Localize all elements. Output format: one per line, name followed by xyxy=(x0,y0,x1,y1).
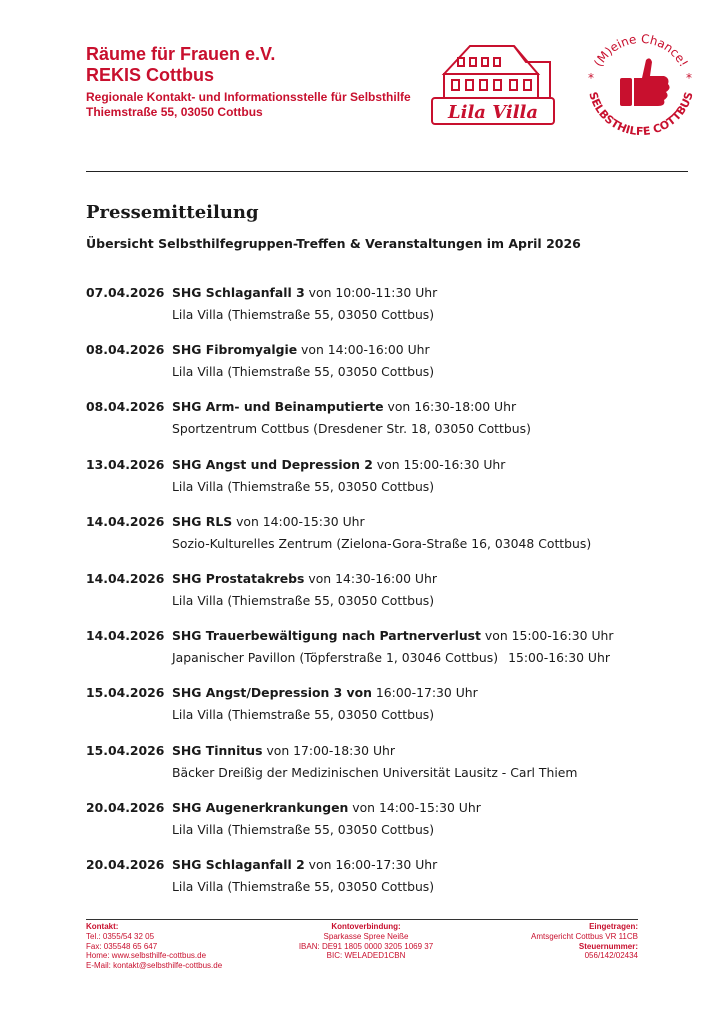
event-time: von 14:00-16:00 Uhr xyxy=(297,342,430,358)
org-name: Räume für Frauen e.V. xyxy=(86,44,276,64)
org-subname: REKIS Cottbus xyxy=(86,65,214,85)
event-item xyxy=(86,625,686,682)
document-subtitle: Übersicht Selbsthilfegruppen-Treffen & Veranstaltungen im April 2026 xyxy=(86,236,581,251)
event-name: SHG Angst/Depression 3 von xyxy=(172,685,372,701)
event-date: 14.04.2026 xyxy=(86,628,165,644)
event-name: SHG Angst und Depression 2 xyxy=(172,456,373,472)
event-name: SHG Augenerkrankungen xyxy=(172,799,349,815)
event-item xyxy=(86,797,686,854)
event-date: 13.04.2026 xyxy=(86,456,165,472)
document-title: Pressemitteilung xyxy=(86,202,259,223)
event-date: 15.04.2026 xyxy=(86,742,165,758)
event-time: von 15:00-16:30 Uhr xyxy=(480,628,614,644)
svg-text:*: * xyxy=(588,71,594,85)
footer-tax-heading: Steuernummer: xyxy=(578,941,638,951)
event-time: von 14:00-15:30 Uhr xyxy=(348,799,481,815)
event-time: von 17:00-18:30 Uhr xyxy=(262,742,395,758)
footer-email[interactable]: E-Mail: kontakt@selbsthilfe-cottbus.de xyxy=(86,961,223,971)
svg-text:*: * xyxy=(686,71,692,85)
footer-divider xyxy=(86,919,638,920)
event-time: von 15:00-16:30 Uhr xyxy=(372,456,506,472)
badge-top-text: (M)eine Chance! xyxy=(591,31,691,70)
footer-iban: IBAN: DE91 1805 0000 3205 1069 37 xyxy=(298,941,434,951)
footer-contact-heading: Kontakt: xyxy=(86,922,119,931)
badge-bottom-text: SELBSTHILFE COTTBUS xyxy=(586,90,696,139)
footer-registration xyxy=(531,922,638,961)
event-time: 16:00-17:30 Uhr xyxy=(371,685,478,701)
organisation-header xyxy=(86,44,411,119)
footer-contact xyxy=(86,922,222,971)
selbsthilfe-badge-logo xyxy=(576,22,706,152)
event-item xyxy=(86,282,686,339)
event-extra-time: 15:00-16:30 Uhr xyxy=(508,650,610,666)
footer-registration-heading: Eingetragen: xyxy=(589,922,638,931)
footer-bank-heading: Kontoverbindung: xyxy=(331,922,401,931)
event-location: Bäcker Dreißig der Medizinischen Universität Lausitz - Carl Thiem xyxy=(172,764,578,780)
footer-phone: Tel.: 0355/54 32 05 xyxy=(86,931,155,941)
footer-homepage[interactable]: Home: www.selbsthilfe-cottbus.de xyxy=(86,951,207,961)
event-date: 08.04.2026 xyxy=(86,399,165,415)
event-location: Sportzentrum Cottbus (Dresdener Str. 18, 03050 Cottbus) xyxy=(172,421,531,437)
event-item xyxy=(86,854,686,911)
event-item xyxy=(86,396,686,453)
event-date: 14.04.2026 xyxy=(86,570,165,586)
footer-bank-name: Sparkasse Spree Neiße xyxy=(323,931,409,941)
event-item xyxy=(86,339,686,396)
svg-text:(M)eine Chance! xyxy=(591,32,691,69)
footer-bic: BIC: WELADED1CBN xyxy=(326,951,406,961)
event-list xyxy=(86,282,686,911)
event-name: SHG Tinnitus xyxy=(172,742,263,758)
org-description: Regionale Kontakt- und Informationsstelle für Selbsthilfe xyxy=(86,90,411,104)
event-location: Lila Villa (Thiemstraße 55, 03050 Cottbus) xyxy=(172,707,435,723)
event-location: Lila Villa (Thiemstraße 55, 03050 Cottbus) xyxy=(172,878,435,894)
event-date: 15.04.2026 xyxy=(86,685,165,701)
event-time: von 14:00-15:30 Uhr xyxy=(232,513,365,529)
event-item xyxy=(86,568,686,625)
event-date: 07.04.2026 xyxy=(86,285,165,300)
event-date: 14.04.2026 xyxy=(86,513,165,529)
lila-villa-logo-text: Lila Villa xyxy=(447,102,539,123)
footer-tax-number: 056/142/02434 xyxy=(584,951,638,961)
event-time: von 16:00-17:30 Uhr xyxy=(304,856,438,872)
event-name: SHG Schlaganfall 2 xyxy=(172,856,305,872)
event-date: 20.04.2026 xyxy=(86,799,165,815)
event-time: von 14:30-16:00 Uhr xyxy=(304,570,437,586)
org-address: Thiemstraße 55, 03050 Cottbus xyxy=(86,105,263,119)
event-location: Lila Villa (Thiemstraße 55, 03050 Cottbus) xyxy=(172,364,435,380)
event-name: SHG Schlaganfall 3 xyxy=(172,285,305,300)
event-name: SHG Trauerbewältigung nach Partnerverlust xyxy=(172,628,481,644)
event-location: Sozio-Kulturelles Zentrum (Zielona-Gora-Straße 16, 03048 Cottbus) xyxy=(172,535,592,551)
header-divider xyxy=(86,171,688,172)
event-location: Lila Villa (Thiemstraße 55, 03050 Cottbus) xyxy=(172,478,435,494)
event-location: Lila Villa (Thiemstraße 55, 03050 Cottbus) xyxy=(172,821,435,837)
event-location: Japanischer Pavillon (Töpferstraße 1, 03046 Cottbus) xyxy=(172,650,499,666)
event-name: SHG Prostatakrebs xyxy=(172,570,305,586)
thumbs-up-icon xyxy=(620,58,670,106)
footer-bank xyxy=(266,922,466,961)
footer-fax: Fax: 035548 65 647 xyxy=(86,941,158,951)
event-item xyxy=(86,682,686,739)
lila-villa-logo xyxy=(430,40,556,126)
event-item xyxy=(86,740,686,797)
event-time: von 16:30-18:00 Uhr xyxy=(383,399,517,415)
footer-court: Amtsgericht Cottbus VR 11CB xyxy=(530,931,638,941)
event-item xyxy=(86,454,686,511)
event-name: SHG Fibromyalgie xyxy=(172,342,298,358)
event-date: 08.04.2026 xyxy=(86,342,165,358)
event-time: von 10:00-11:30 Uhr xyxy=(304,285,438,300)
event-location: Lila Villa (Thiemstraße 55, 03050 Cottbus) xyxy=(172,592,435,608)
event-location: Lila Villa (Thiemstraße 55, 03050 Cottbus) xyxy=(172,307,435,322)
event-name: SHG RLS xyxy=(172,513,233,529)
event-name: SHG Arm- und Beinamputierte xyxy=(172,399,384,415)
event-item xyxy=(86,511,686,568)
event-date: 20.04.2026 xyxy=(86,856,165,872)
